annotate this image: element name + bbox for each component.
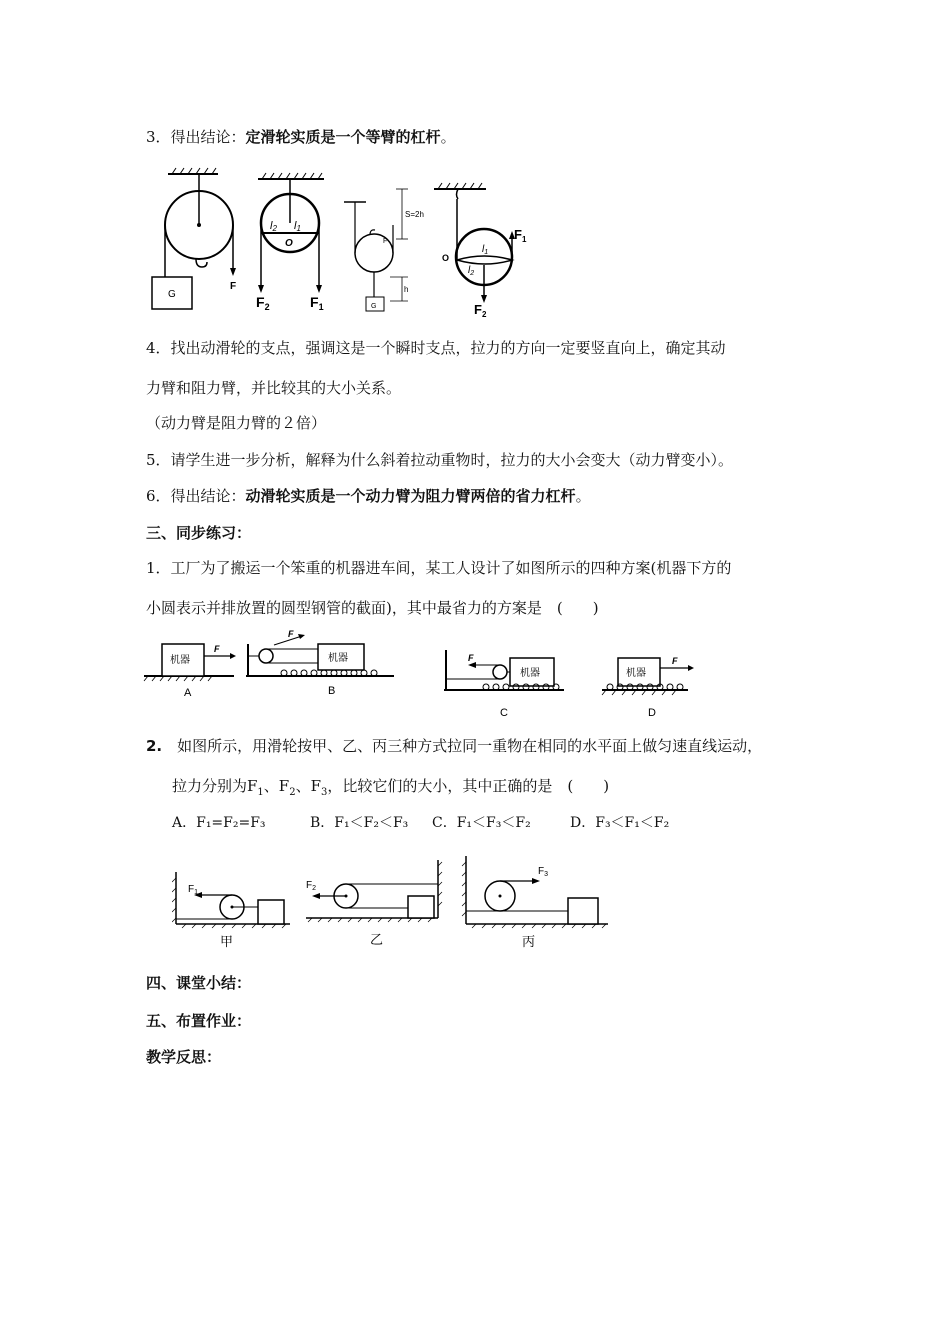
conclusion-6 (146, 486, 591, 506)
f1-label-jia: $F_1$ (188, 884, 199, 896)
option-b-text: B．F₁＜F₂＜F₃ (310, 815, 409, 831)
step-4-line-1: 4．找出动滑轮的支点，强调这是一个瞬时支点，拉力的方向一定要竖直向上，确定其动 (146, 339, 726, 357)
option-d-diagram (602, 656, 694, 719)
step-5: 5．请学生进一步分析，解释为什么斜着拉动重物时，拉力的大小会变大（动力臂变小）。 (146, 451, 734, 469)
yi-diagram (306, 860, 442, 947)
step-4-line-2: 力臂和阻力臂，并比较其的大小关系。 (146, 379, 402, 397)
conclusion-6-bold: 动滑轮实质是一个动力臂为阻力臂两倍的省力杠杆 (245, 487, 576, 505)
distance-s-label: S=2h (405, 210, 424, 219)
q2-seg-c: 、F (295, 777, 322, 795)
question-2-text: 如图所示，用滑轮按甲、乙、丙三种方式拉同一重物在相同的水平面上做匀速直线运动， (177, 737, 763, 755)
f2-label: $F_2$ (256, 294, 270, 312)
force-label-b: F (288, 629, 294, 639)
option-b-label: B (328, 685, 336, 697)
option-d-text: D．F₃＜F₁＜F₂ (570, 815, 670, 831)
pivot-o-label-2: O (442, 253, 450, 263)
jia-label: 甲 (220, 934, 234, 949)
l1-label: l1 (294, 220, 301, 233)
conclusion-3-prefix: 3．得出结论： (146, 128, 246, 146)
step-4-line-3: （动力臂是阻力臂的２倍） (146, 414, 327, 432)
teaching-reflection-heading: 教学反思： (146, 1048, 222, 1066)
option-d-label: D (648, 707, 656, 719)
f2-label-yi: $F_2$ (306, 880, 317, 892)
f2-label-2: $F_2$ (474, 302, 487, 319)
option-a-text: A．F₁=F₂=F₃ (172, 815, 266, 831)
conclusion-3-bold: 定滑轮实质是一个等臂的杠杆 (245, 128, 441, 146)
question-2-number: 2. (146, 737, 163, 755)
option-c-diagram (444, 650, 564, 719)
q2-seg-d: ，比较它们的大小，其中正确的是 ( ) (327, 777, 610, 795)
machine-label-b: 机器 (328, 653, 348, 664)
question-2-figures (172, 852, 612, 952)
weight-g-label-2: G (371, 303, 377, 310)
section-4-heading: 四、课堂小结： (146, 974, 252, 992)
weight-g-label: G (168, 289, 176, 300)
f1-label: $F_1$ (310, 294, 324, 312)
question-2-line-1 (146, 736, 762, 756)
force-label-c: F (468, 653, 474, 663)
movable-pulley-diagram (344, 189, 424, 311)
height-h-label: h (404, 285, 409, 294)
section-5-heading: 五、布置作业： (146, 1012, 252, 1030)
conclusion-6-suffix: 。 (575, 487, 591, 505)
movable-pulley-lever-diagram (434, 183, 527, 319)
question-1-line-2: 小圆表示并排放置的圆型钢管的截面)，其中最省力的方案是 ( ) (146, 599, 599, 617)
bing-diagram (462, 856, 608, 949)
machine-label-c: 机器 (520, 668, 540, 679)
yi-label: 乙 (370, 932, 384, 947)
conclusion-3 (146, 127, 456, 147)
option-a-diagram (144, 644, 236, 699)
fixed-pulley-lever-diagram (256, 173, 324, 312)
force-label-d: F (672, 656, 678, 666)
option-a-label: A (184, 687, 192, 699)
question-1-line-1: 1．工厂为了搬运一个笨重的机器进车间，某工人设计了如图所示的四种方案(机器下方的 (146, 559, 732, 577)
f1-label-2: $F_1$ (514, 227, 527, 244)
question-1-figures (142, 628, 712, 723)
option-b-diagram (246, 629, 394, 697)
q2-seg-a: 拉力分别为F (172, 777, 258, 795)
fixed-pulley-diagram (152, 168, 236, 309)
force-f-label-2: F (383, 238, 388, 245)
section-3-heading: 三、同步练习： (146, 524, 252, 542)
q2-seg-b: 、F (263, 777, 290, 795)
bing-label: 丙 (522, 934, 536, 949)
question-2-options (172, 813, 669, 833)
force-f-label: F (230, 281, 237, 292)
conclusion-3-suffix: 。 (440, 128, 456, 146)
l2-label-2: $l_2$ (468, 265, 475, 277)
question-2-line-2: 拉力分别为$F_1$、$F_2$、$F_3$，比较它们的大小，其中正确的是 ( ) (172, 777, 610, 798)
conclusion-6-prefix: 6．得出结论： (146, 487, 246, 505)
option-c-text: C．F₁＜F₃＜F₂ (432, 815, 531, 831)
machine-label-a: 机器 (170, 655, 190, 666)
f3-label-bing: $F_3$ (538, 866, 549, 878)
pulley-figures (146, 165, 546, 325)
l1-label-2: $l_1$ (482, 244, 489, 256)
pivot-o-label: O (285, 238, 293, 249)
force-label-a: F (214, 644, 220, 654)
option-c-label: C (500, 707, 508, 719)
l2-label: l2 (270, 220, 277, 233)
jia-diagram (172, 872, 290, 949)
machine-label-d: 机器 (626, 668, 646, 679)
